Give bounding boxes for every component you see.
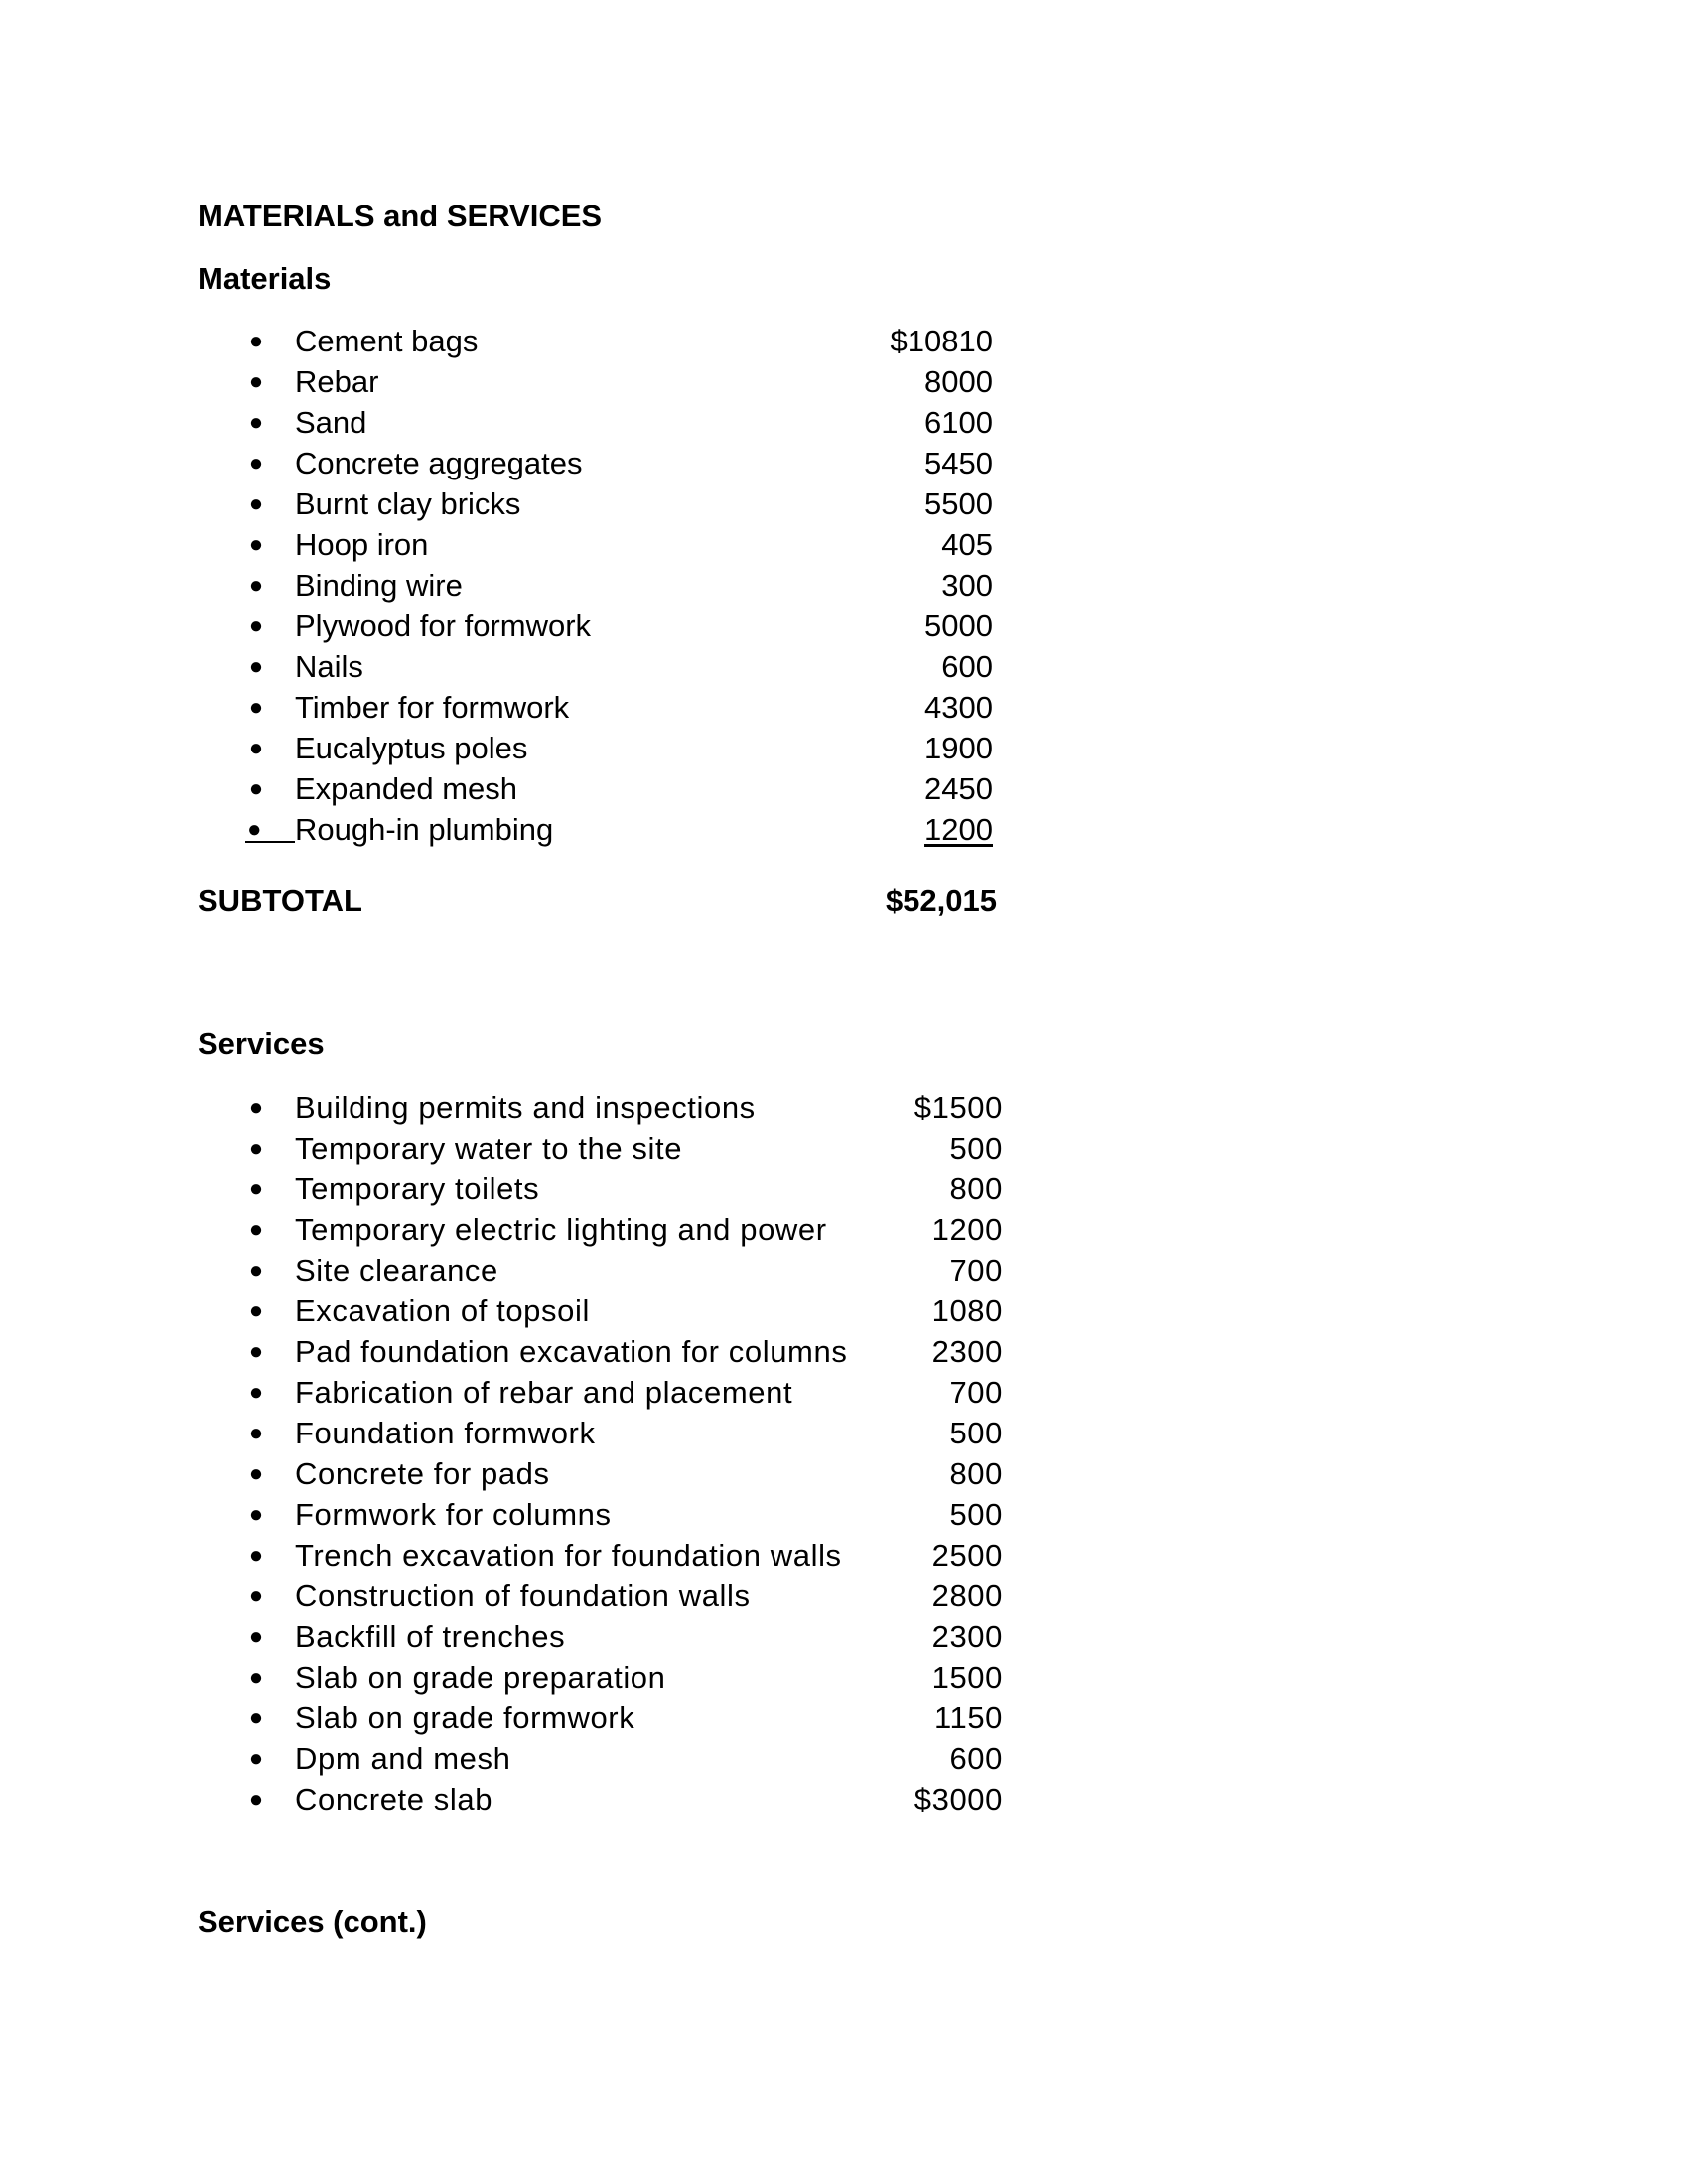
bullet-icon: ● <box>248 1094 264 1121</box>
item-label: Excavation of topsoil <box>295 1294 590 1328</box>
bullet-icon: ● <box>248 735 264 761</box>
item-value: 5000 <box>924 609 993 643</box>
item-value: 500 <box>949 1416 1003 1450</box>
list-item <box>0 1535 1092 1575</box>
services-heading: Services <box>198 1026 325 1061</box>
bullet-icon: ● <box>248 1542 264 1569</box>
item-label: Trench excavation for foundation walls <box>295 1538 842 1572</box>
item-value: 700 <box>949 1253 1003 1288</box>
bullet-icon: ● <box>248 409 264 436</box>
list-item <box>0 1168 1092 1209</box>
services-list <box>0 1087 1092 1820</box>
item-label: Building permits and inspections <box>295 1090 756 1125</box>
item-label: Rebar <box>295 364 379 399</box>
list-item <box>0 402 1092 443</box>
bullet-icon: ● <box>248 1501 264 1528</box>
item-label: Rough-in plumbing <box>295 812 554 847</box>
item-value: 500 <box>949 1131 1003 1165</box>
item-value: 700 <box>949 1375 1003 1410</box>
bullet-icon: ● <box>245 809 295 843</box>
list-item <box>0 524 1092 565</box>
item-value: 600 <box>941 649 993 684</box>
item-label: Formwork for columns <box>295 1497 612 1532</box>
item-value: 1150 <box>933 1701 1003 1735</box>
list-item <box>0 1413 1092 1453</box>
bullet-icon: ● <box>248 1257 264 1284</box>
item-label: Timber for formwork <box>295 690 570 725</box>
bullet-icon: ● <box>248 1379 264 1406</box>
list-item <box>0 809 1092 850</box>
item-label: Slab on grade preparation <box>295 1660 666 1695</box>
materials-subtotal <box>198 882 997 921</box>
bullet-icon: ● <box>248 450 264 477</box>
list-item <box>0 565 1092 606</box>
item-label: Pad foundation excavation for columns <box>295 1334 848 1369</box>
item-label: Eucalyptus poles <box>295 731 528 765</box>
list-item <box>0 1250 1092 1291</box>
item-value: 4300 <box>924 690 993 725</box>
item-label: Dpm and mesh <box>295 1741 511 1776</box>
list-item <box>0 606 1092 646</box>
services-cont-heading: Services (cont.) <box>198 1904 427 1939</box>
item-value: 1200 <box>924 812 993 847</box>
bullet-icon: ● <box>248 1338 264 1365</box>
list-item <box>0 1616 1092 1657</box>
item-value: 2450 <box>924 771 993 806</box>
item-label: Cement bags <box>295 324 479 358</box>
item-label: Foundation formwork <box>295 1416 596 1450</box>
bullet-icon: ● <box>248 1175 264 1202</box>
list-item <box>0 1209 1092 1250</box>
bullet-icon: ● <box>248 1745 264 1772</box>
list-item <box>0 1657 1092 1698</box>
item-label: Binding wire <box>295 568 463 603</box>
item-value: 800 <box>949 1171 1003 1206</box>
bullet-icon: ● <box>248 490 264 517</box>
item-value: 2300 <box>931 1334 1003 1369</box>
item-value: 6100 <box>924 405 993 440</box>
bullet-icon: ● <box>248 1460 264 1487</box>
list-item <box>0 768 1092 809</box>
bullet-icon: ● <box>248 531 264 558</box>
item-label: Sand <box>295 405 367 440</box>
item-label: Temporary electric lighting and power <box>295 1212 827 1247</box>
bullet-icon: ● <box>248 775 264 802</box>
bullet-icon: ● <box>248 613 264 639</box>
item-label: Expanded mesh <box>295 771 518 806</box>
list-item <box>0 1128 1092 1168</box>
list-item <box>0 1372 1092 1413</box>
list-item <box>0 321 1092 361</box>
item-value: $1500 <box>914 1090 1003 1125</box>
list-item <box>0 1291 1092 1331</box>
list-item <box>0 443 1092 483</box>
item-label: Concrete slab <box>295 1782 493 1817</box>
item-label: Slab on grade formwork <box>295 1701 635 1735</box>
bullet-icon: ● <box>248 328 264 354</box>
subtotal-value: $52,015 <box>885 884 997 918</box>
bullet-icon: ● <box>248 1135 264 1161</box>
list-item <box>0 687 1092 728</box>
item-value: 1080 <box>931 1294 1003 1328</box>
page-title: MATERIALS and SERVICES <box>198 199 603 233</box>
item-value: $10810 <box>890 324 993 358</box>
item-value: $3000 <box>914 1782 1003 1817</box>
bullet-icon: ● <box>248 572 264 599</box>
item-value: 1200 <box>931 1212 1003 1247</box>
item-label: Fabrication of rebar and placement <box>295 1375 793 1410</box>
item-label: Concrete aggregates <box>295 446 583 480</box>
item-label: Temporary toilets <box>295 1171 540 1206</box>
item-value: 8000 <box>924 364 993 399</box>
bullet-icon: ● <box>248 1664 264 1691</box>
item-label: Site clearance <box>295 1253 498 1288</box>
item-label: Concrete for pads <box>295 1456 550 1491</box>
item-value: 2800 <box>931 1578 1003 1613</box>
list-item <box>0 728 1092 768</box>
bullet-icon: ● <box>248 1297 264 1324</box>
item-label: Construction of foundation walls <box>295 1578 751 1613</box>
item-value: 2500 <box>931 1538 1003 1572</box>
list-item <box>0 1331 1092 1372</box>
materials-heading: Materials <box>198 261 332 296</box>
list-item <box>0 646 1092 687</box>
item-value: 500 <box>949 1497 1003 1532</box>
bullet-icon: ● <box>248 368 264 395</box>
bullet-icon: ● <box>248 1786 264 1813</box>
item-label: Plywood for formwork <box>295 609 592 643</box>
item-value: 2300 <box>931 1619 1003 1654</box>
item-value: 5500 <box>924 486 993 521</box>
list-item <box>0 1087 1092 1128</box>
bullet-icon: ● <box>248 1582 264 1609</box>
list-item <box>0 1494 1092 1535</box>
subtotal-label: SUBTOTAL <box>198 884 362 918</box>
list-item <box>0 483 1092 524</box>
item-value: 405 <box>941 527 993 562</box>
bullet-icon: ● <box>248 1420 264 1446</box>
list-item <box>0 1738 1092 1779</box>
list-item <box>0 1575 1092 1616</box>
list-item <box>0 1453 1092 1494</box>
bullet-icon: ● <box>248 694 264 721</box>
item-value: 1900 <box>924 731 993 765</box>
item-value: 1500 <box>931 1660 1003 1695</box>
item-label: Backfill of trenches <box>295 1619 566 1654</box>
bullet-icon: ● <box>248 653 264 680</box>
item-label: Burnt clay bricks <box>295 486 521 521</box>
bullet-icon: ● <box>248 1623 264 1650</box>
item-value: 600 <box>949 1741 1003 1776</box>
item-value: 5450 <box>924 446 993 480</box>
item-value: 800 <box>949 1456 1003 1491</box>
item-label: Nails <box>295 649 363 684</box>
list-item <box>0 361 1092 402</box>
bullet-icon: ● <box>248 1216 264 1243</box>
item-label: Temporary water to the site <box>295 1131 683 1165</box>
materials-list <box>0 321 1092 850</box>
list-item <box>0 1779 1092 1820</box>
item-value: 300 <box>941 568 993 603</box>
list-item <box>0 1698 1092 1738</box>
item-label: Hoop iron <box>295 527 429 562</box>
bullet-icon: ● <box>248 1705 264 1731</box>
